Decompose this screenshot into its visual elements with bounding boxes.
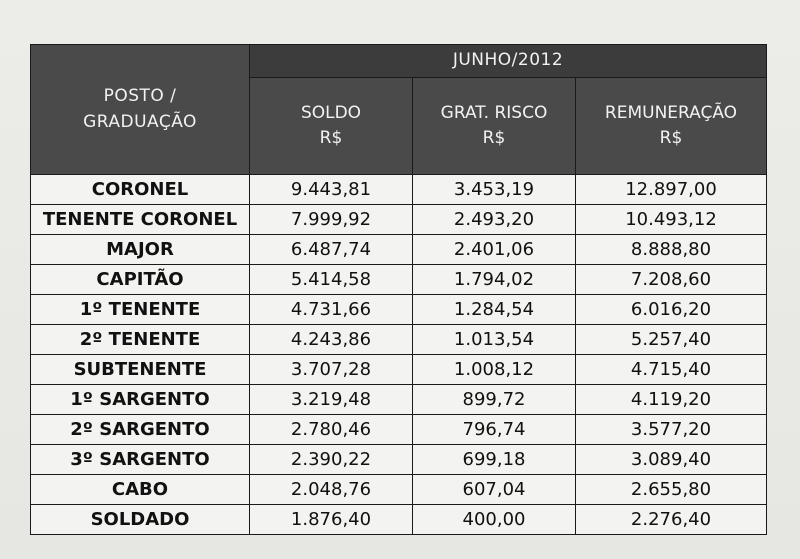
rank-cell: TENENTE CORONEL: [31, 205, 250, 235]
soldo-cell: 3.219,48: [250, 385, 413, 415]
table-row: [31, 385, 767, 415]
grat-risco-cell: 2.401,06: [413, 235, 576, 265]
table-row: [31, 445, 767, 475]
table-row: [31, 265, 767, 295]
table-row: [31, 295, 767, 325]
rank-cell: 1º SARGENTO: [31, 385, 250, 415]
grat-risco-cell: 400,00: [413, 505, 576, 535]
table-body: [31, 175, 767, 535]
header-grat-risco-label: GRAT. RISCO: [440, 102, 548, 123]
header-soldo: [250, 78, 413, 175]
rank-cell: 3º SARGENTO: [31, 445, 250, 475]
grat-risco-cell: 2.493,20: [413, 205, 576, 235]
remuneracao-cell: 4.119,20: [576, 385, 767, 415]
soldo-cell: 5.414,58: [250, 265, 413, 295]
header-posto-line2: GRADUAÇÃO: [83, 111, 197, 132]
grat-risco-cell: 796,74: [413, 415, 576, 445]
remuneracao-cell: 4.715,40: [576, 355, 767, 385]
header-posto-graduacao: [31, 45, 250, 175]
soldo-cell: 6.487,74: [250, 235, 413, 265]
header-soldo-label: SOLDO: [300, 102, 362, 123]
table-row: [31, 205, 767, 235]
remuneracao-cell: 12.897,00: [576, 175, 767, 205]
header-soldo-currency: R$: [319, 128, 343, 148]
grat-risco-cell: 607,04: [413, 475, 576, 505]
remuneracao-cell: 10.493,12: [576, 205, 767, 235]
table-row: [31, 475, 767, 505]
table-row: [31, 505, 767, 535]
header-month: JUNHO/2012: [250, 45, 767, 78]
remuneracao-cell: 3.577,20: [576, 415, 767, 445]
soldo-cell: 2.390,22: [250, 445, 413, 475]
rank-cell: 2º SARGENTO: [31, 415, 250, 445]
grat-risco-cell: 1.013,54: [413, 325, 576, 355]
soldo-cell: 2.048,76: [250, 475, 413, 505]
soldo-cell: 4.243,86: [250, 325, 413, 355]
remuneracao-cell: 3.089,40: [576, 445, 767, 475]
soldo-cell: 7.999,92: [250, 205, 413, 235]
remuneracao-cell: 6.016,20: [576, 295, 767, 325]
soldo-cell: 1.876,40: [250, 505, 413, 535]
table-row: [31, 325, 767, 355]
soldo-cell: 9.443,81: [250, 175, 413, 205]
table-row: [31, 175, 767, 205]
table-header: [31, 45, 767, 175]
table-row: [31, 235, 767, 265]
rank-cell: SUBTENENTE: [31, 355, 250, 385]
remuneracao-cell: 2.655,80: [576, 475, 767, 505]
header-grat-risco-currency: R$: [482, 128, 506, 148]
rank-cell: CORONEL: [31, 175, 250, 205]
salary-table: [30, 44, 767, 535]
header-grat-risco: [413, 78, 576, 175]
rank-cell: CAPITÃO: [31, 265, 250, 295]
soldo-cell: 4.731,66: [250, 295, 413, 325]
rank-cell: MAJOR: [31, 235, 250, 265]
table-row: [31, 415, 767, 445]
header-posto-line1: POSTO /: [103, 86, 177, 106]
rank-cell: 1º TENENTE: [31, 295, 250, 325]
grat-risco-cell: 699,18: [413, 445, 576, 475]
grat-risco-cell: 899,72: [413, 385, 576, 415]
soldo-cell: 3.707,28: [250, 355, 413, 385]
soldo-cell: 2.780,46: [250, 415, 413, 445]
grat-risco-cell: 3.453,19: [413, 175, 576, 205]
rank-cell: SOLDADO: [31, 505, 250, 535]
rank-cell: CABO: [31, 475, 250, 505]
header-remuneracao-label: REMUNERAÇÃO: [604, 102, 738, 123]
grat-risco-cell: 1.008,12: [413, 355, 576, 385]
grat-risco-cell: 1.284,54: [413, 295, 576, 325]
header-remuneracao: [576, 78, 767, 175]
header-remuneracao-currency: R$: [659, 128, 683, 148]
remuneracao-cell: 8.888,80: [576, 235, 767, 265]
grat-risco-cell: 1.794,02: [413, 265, 576, 295]
remuneracao-cell: 5.257,40: [576, 325, 767, 355]
remuneracao-cell: 7.208,60: [576, 265, 767, 295]
remuneracao-cell: 2.276,40: [576, 505, 767, 535]
rank-cell: 2º TENENTE: [31, 325, 250, 355]
table-row: [31, 355, 767, 385]
